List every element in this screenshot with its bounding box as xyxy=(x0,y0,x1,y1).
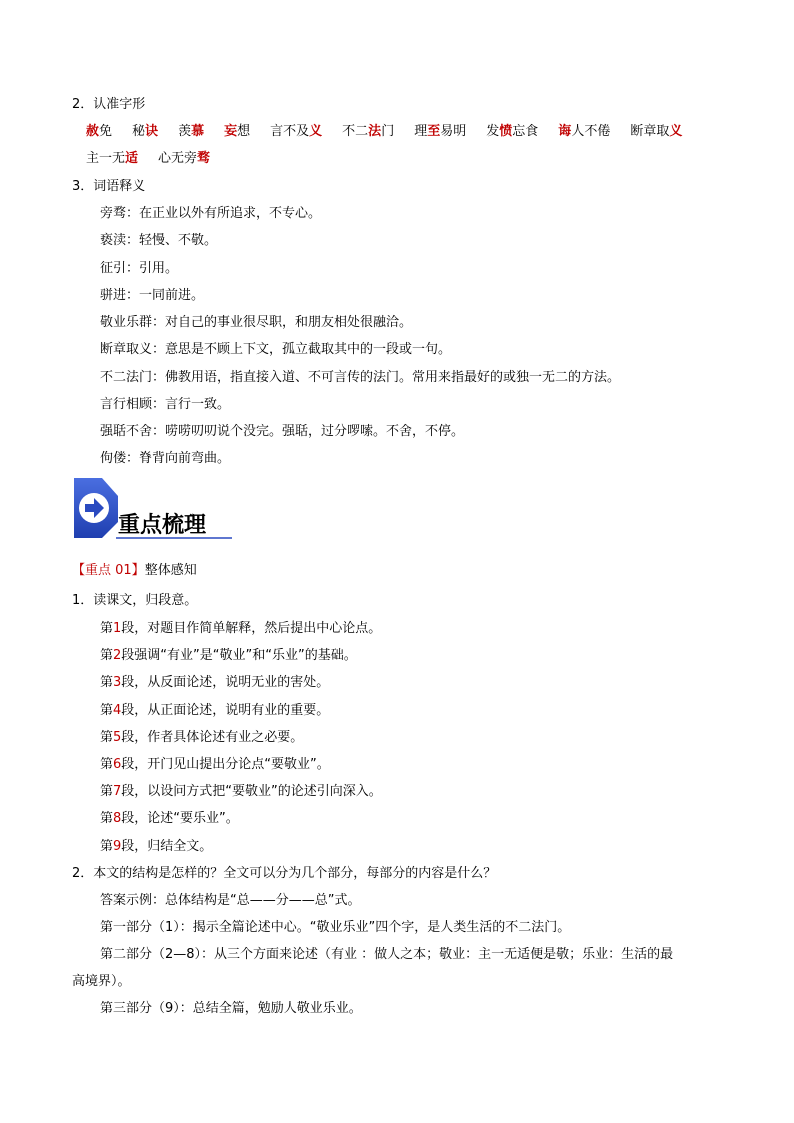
definition-item: 不二法门：佛教用语，指直接入道、不可言传的法门。常用来指最好的或独一无二的方法。 xyxy=(100,370,621,385)
focus-tag-text: 整体感知 xyxy=(144,563,197,578)
highlighted-character: 赦 xyxy=(86,124,100,139)
paragraph-summary-text: 段，开门见山提出分论点“要敬业”。 xyxy=(121,757,330,772)
answer-line: 第三部分（9）：总结全篇，勉励人敬业乐业。 xyxy=(100,1001,362,1016)
definition-item: 言行相顾：言行一致。 xyxy=(100,397,231,412)
definition-item: 旁骛：在正业以外有所追求，不专心。 xyxy=(100,206,322,221)
section-heading-word-forms: 2．认准字形 xyxy=(72,97,146,112)
paragraph-number: 2 xyxy=(113,648,122,664)
paragraph-summary-text: 段，从反面论述，说明无业的害处。 xyxy=(121,675,330,691)
highlighted-character: 至 xyxy=(427,124,441,139)
word-part: 门 xyxy=(381,124,395,139)
word-form-item xyxy=(224,124,250,139)
paragraph-number: 8 xyxy=(113,811,122,827)
paragraph-summary-item xyxy=(100,756,330,774)
answer-line: 第二部分（2—8）：从三个方面来论述（有业 ：做人之本；敬业：主一无适便是敬；乐业：生活的最 xyxy=(100,947,674,962)
word-part: 主一无 xyxy=(86,151,126,166)
section-title-key-points: 重点梳理 xyxy=(118,512,207,538)
definition-item: 敬业乐群：对自己的事业很尽职，和朋友相处很融洽。 xyxy=(100,315,413,330)
word-part: 想 xyxy=(237,124,251,139)
word-part: 发 xyxy=(486,124,500,139)
paragraph-summary-text: 段，作者具体论述有业之必要。 xyxy=(121,729,304,745)
paragraph-number: 7 xyxy=(113,784,122,800)
paragraph-summary-text: 段，归结全文。 xyxy=(121,838,213,854)
word-form-item xyxy=(342,124,394,139)
definition-item: 断章取义：意思是不顾上下文，孤立截取其中的一段或一句。 xyxy=(100,342,452,357)
paragraph-prefix: 第 xyxy=(100,729,114,745)
paragraph-number: 3 xyxy=(113,675,122,691)
answer-line: 第一部分（1）：揭示全篇论述中心。“敬业乐业”四个字，是人类生活的不二法门。 xyxy=(100,920,571,935)
highlighted-character: 适 xyxy=(125,151,139,166)
highlighted-character: 诀 xyxy=(145,124,159,139)
word-form-item xyxy=(86,151,138,166)
word-form-item xyxy=(158,151,210,166)
word-form-item xyxy=(414,124,466,139)
answer-line: 答案示例：总体结构是“总——分——总”式。 xyxy=(100,893,361,908)
highlighted-character: 诲 xyxy=(558,124,572,139)
definition-item: 亵渎：轻慢、不敬。 xyxy=(100,233,218,248)
highlighted-character: 义 xyxy=(309,124,323,139)
word-forms-row-1 xyxy=(86,123,702,141)
word-form-item xyxy=(558,124,610,139)
paragraph-prefix: 第 xyxy=(100,757,114,772)
word-form-item xyxy=(270,124,322,139)
definition-item: 强聒不舍：唠唠叨叨说个没完。强聒，过分啰嗦。不舍，不停。 xyxy=(100,424,465,439)
question-1: 1．读课文，归段意。 xyxy=(72,593,198,608)
paragraph-prefix: 第 xyxy=(100,702,114,718)
paragraph-number: 9 xyxy=(113,838,122,854)
paragraph-summary-text: 段，从正面论述，说明有业的重要。 xyxy=(121,702,330,718)
word-part: 不二 xyxy=(342,124,369,139)
paragraph-summary-text: 段强调“有业”是“敬业”和“乐业”的基础。 xyxy=(121,648,357,664)
word-part: 理 xyxy=(414,124,428,139)
definition-item: 佝偻：脊背向前弯曲。 xyxy=(100,451,231,466)
highlighted-character: 慕 xyxy=(191,124,205,139)
paragraph-summary-item xyxy=(100,838,212,856)
word-part: 忘食 xyxy=(512,124,539,139)
paragraph-prefix: 第 xyxy=(100,621,114,636)
highlighted-character: 妄 xyxy=(224,124,238,139)
word-part: 断章取 xyxy=(630,124,670,139)
paragraph-summary-text: 段，对题目作简单解释，然后提出中心论点。 xyxy=(121,621,382,636)
word-part: 羡 xyxy=(178,124,192,139)
definition-item: 征引：引用。 xyxy=(100,261,179,276)
paragraph-summary-item xyxy=(100,783,382,801)
word-form-item xyxy=(178,124,204,139)
paragraph-prefix: 第 xyxy=(100,784,114,800)
paragraph-summary-text: 段，以设问方式把“要敬业”的论述引向深入。 xyxy=(121,784,382,800)
word-form-item xyxy=(132,124,158,139)
word-form-item xyxy=(486,124,538,139)
paragraph-summary-item xyxy=(100,729,303,747)
paragraph-prefix: 第 xyxy=(100,675,114,691)
highlighted-character: 愤 xyxy=(499,124,513,139)
paragraph-prefix: 第 xyxy=(100,811,114,827)
word-form-item xyxy=(86,124,112,139)
paragraph-number: 4 xyxy=(113,702,122,718)
word-part: 言不及 xyxy=(270,124,310,139)
highlighted-character: 骛 xyxy=(197,151,211,166)
focus-tag: 【重点 01】 xyxy=(72,563,145,578)
highlighted-character: 义 xyxy=(669,124,683,139)
word-part: 秘 xyxy=(132,124,146,139)
question-2: 2．本文的结构是怎样的？全文可以分为几个部分，每部分的内容是什么？ xyxy=(72,866,497,881)
paragraph-number: 6 xyxy=(113,757,122,772)
paragraph-summary-item xyxy=(100,702,329,720)
word-forms-row-2 xyxy=(86,150,230,168)
paragraph-number: 5 xyxy=(113,729,122,745)
paragraph-summary-item xyxy=(100,674,329,692)
paragraph-summary-item xyxy=(100,810,239,828)
paragraph-summary-item xyxy=(100,647,357,665)
focus-tag-line xyxy=(72,562,197,580)
paragraph-prefix: 第 xyxy=(100,838,114,854)
paragraph-prefix: 第 xyxy=(100,648,114,664)
section-heading-definitions: 3．词语释义 xyxy=(72,179,146,194)
word-part: 免 xyxy=(99,124,113,139)
answer-line: 高境界）。 xyxy=(72,974,131,989)
highlighted-character: 法 xyxy=(368,124,382,139)
word-form-item xyxy=(630,124,682,139)
paragraph-summary-text: 段，论述“要乐业”。 xyxy=(121,811,239,827)
paragraph-number: 1 xyxy=(113,621,122,636)
word-part: 心无旁 xyxy=(158,151,198,166)
definition-item: 骈进：一同前进。 xyxy=(100,288,205,303)
paragraph-summary-item xyxy=(100,620,381,638)
word-part: 易明 xyxy=(440,124,467,139)
word-part: 人不倦 xyxy=(571,124,611,139)
